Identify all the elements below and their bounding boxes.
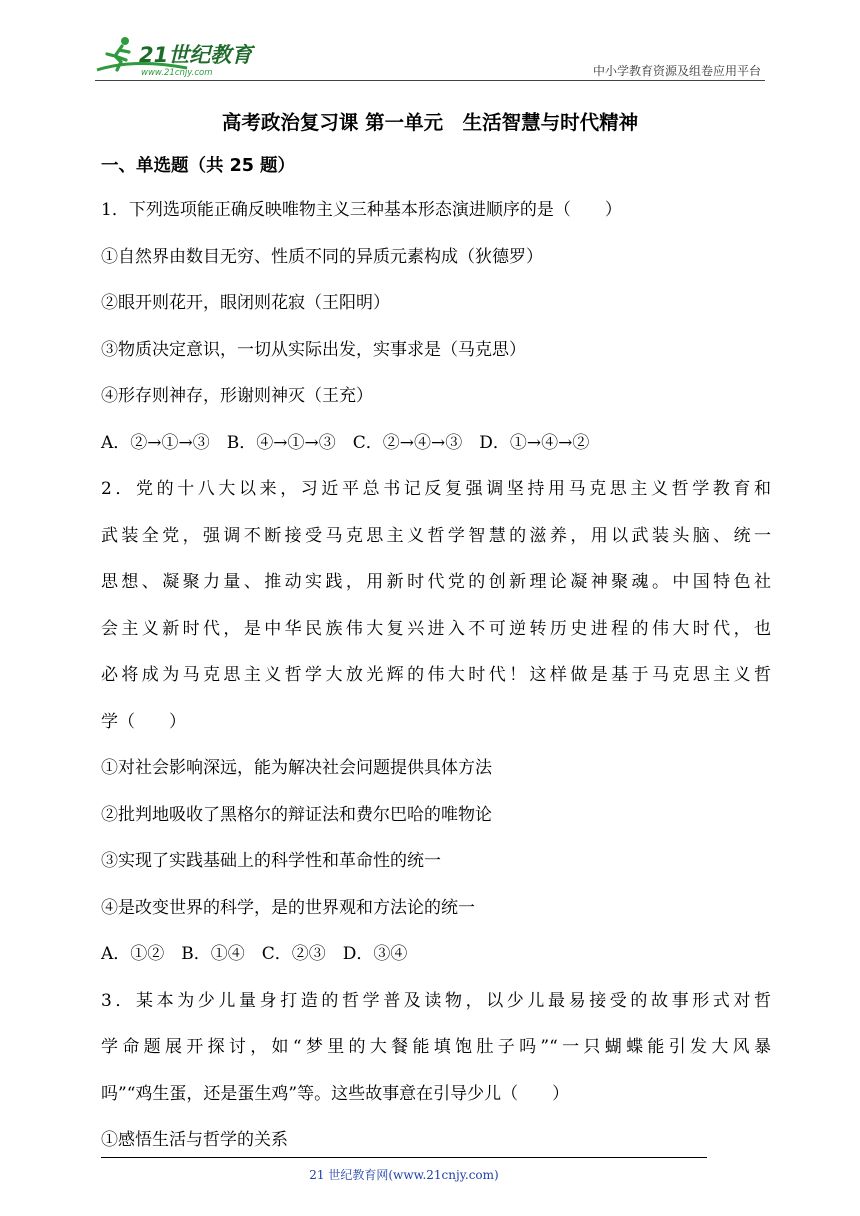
text-line: ②眼开则花开，眼闭则花寂（王阳明） — [101, 293, 390, 313]
text-line: 3．某本为少儿量身打造的哲学普及读物，以少儿最易接受的故事形式对哲 — [101, 990, 771, 1011]
answer-options: A．②→①→③ B．④→①→③ C．②→④→③ D．①→④→② — [101, 432, 590, 453]
text-line: 1．下列选项能正确反映唯物主义三种基本形态演进顺序的是（ ） — [101, 200, 622, 220]
platform-name: 中小学教育资源及组卷应用平台 — [592, 64, 761, 78]
text-line: ④形存则神存，形谢则神灭（王充） — [101, 386, 373, 406]
text-line: 学命题展开探讨，如“梦里的大餐能填饱肚子吗”“一只蝴蝶能引发大风暴 — [101, 1037, 771, 1057]
answer-options: A．①② B．①④ C．②③ D．③④ — [101, 944, 408, 964]
page-title: 高考政治复习课 第一单元 生活智慧与时代精神 — [221, 111, 639, 134]
text-line: ③物质决定意识，一切从实际出发，实事求是（马克思） — [101, 339, 526, 360]
footer-divider — [101, 1157, 707, 1158]
text-line: ③实现了实践基础上的科学性和革命性的统一 — [101, 851, 441, 871]
question-content — [101, 195, 771, 1172]
text-line: 吗”“鸡生蛋，还是蛋生鸡”等。这些故事意在引导少儿（ ） — [101, 1083, 570, 1104]
text-line: ①对社会影响深远，能为解决社会问题提供具体方法 — [101, 758, 492, 778]
text-line: 思想、凝聚力量、推动实践，用新时代党的创新理论凝神聚魂。中国特色社 — [101, 572, 771, 592]
logo-url-text: www.21cnjy.com — [141, 68, 213, 78]
text-line: 会主义新时代，是中华民族伟大复兴进入不可逆转历史进程的伟大时代，也 — [101, 618, 771, 639]
text-line: 武装全党，强调不断接受马克思主义哲学智慧的滋养，用以武装头脑、统一 — [101, 525, 771, 546]
text-line: ①自然界由数目无穷、性质不同的异质元素构成（狄德罗） — [101, 246, 543, 267]
text-line: 必将成为马克思主义哲学大放光辉的伟大时代！这样做是基于马克思主义哲 — [101, 665, 771, 685]
footer-link[interactable]: 21 世纪教育网(www.21cnjy.com) — [309, 1168, 499, 1182]
logo-text: 21世纪教育 — [139, 43, 253, 67]
text-line: 2．党的十八大以来，习近平总书记反复强调坚持用马克思主义哲学教育和 — [101, 479, 771, 499]
text-line: ②批判地吸收了黑格尔的辩证法和费尔巴哈的唯物论 — [101, 804, 492, 825]
text-line: ①感悟生活与哲学的关系 — [101, 1130, 288, 1150]
text-line: 学（ ） — [101, 711, 186, 732]
text-line: ④是改变世界的科学，是的世界观和方法论的统一 — [101, 897, 475, 918]
header-divider — [95, 80, 765, 81]
page-header — [95, 30, 765, 84]
site-logo[interactable] — [95, 34, 265, 78]
runner-logo-icon — [95, 34, 265, 78]
section-heading: 一、单选题（共 25 题） — [101, 156, 296, 176]
